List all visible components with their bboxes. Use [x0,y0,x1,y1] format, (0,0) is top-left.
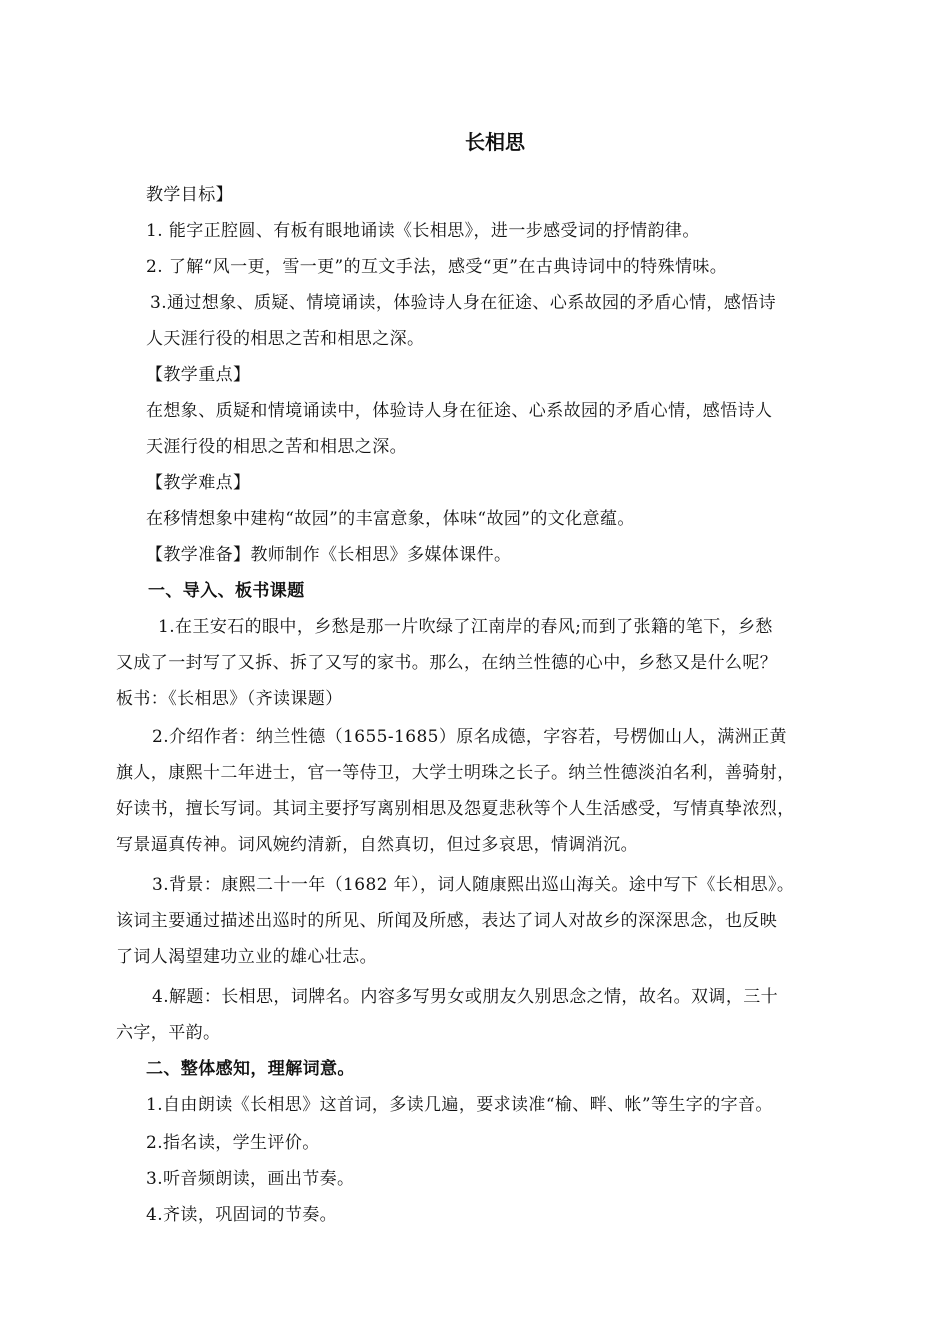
key-points-heading: 【教学重点】 [146,365,251,385]
key-points-line-1: 在想象、质疑和情境诵读中，体验诗人身在征途、心系故园的矛盾心情，感悟诗人 [146,401,773,421]
objective-item-2: 2. 了解“风一更，雪一更”的互文手法，感受“更”在古典诗词中的特殊情味。 [146,257,728,277]
section-1-p1-line-1: 1.在王安石的眼中，乡愁是那一片吹绿了江南岸的春风;而到了张籍的笔下，乡愁 [158,617,773,637]
section-2-item-3: 3.听音频朗读，画出节奏。 [146,1169,355,1189]
difficulties-heading: 【教学难点】 [146,473,251,493]
objective-item-3-line-1: 3.通过想象、质疑、情境诵读，体验诗人身在征途、心系故园的矛盾心情，感悟诗 [150,293,777,313]
preparation-line: 【教学准备】教师制作《长相思》多媒体课件。 [146,545,512,565]
section-1-p3-line-2: 该词主要通过描述出巡时的所见、所闻及所感，表达了词人对故乡的深深思念，也反映 [116,911,778,931]
difficulties-line-1: 在移情想象中建构“故园”的丰富意象，体味“故园”的文化意蕴。 [146,509,635,529]
section-1-p2-line-3: 好读书，擅长写词。其词主要抒写离别相思及怨夏悲秋等个人生活感受，写情真挚浓烈， [116,799,795,819]
section-2-item-4: 4.齐读，巩固词的节奏。 [146,1205,338,1225]
section-2-heading: 二、整体感知，理解词意。 [146,1059,355,1079]
section-1-p1-line-3: 板书：《长相思》（齐读课题） [116,689,343,709]
section-1-p1-line-2: 又成了一封写了又拆、拆了又写的家书。那么，在纳兰性德的心中，乡愁又是什么呢？ [116,653,778,673]
section-2-item-1: 1.自由朗读《长相思》这首词，多读几遍，要求读准“榆、畔、帐”等生字的字音。 [146,1095,773,1115]
section-1-p4-line-1: 4.解题：长相思，词牌名。内容多写男女或朋友久别思念之情，故名。双调，三十 [152,987,779,1007]
section-1-heading: 一、导入、板书课题 [148,581,305,601]
objective-item-1: 1. 能字正腔圆、有板有眼地诵读《长相思》，进一步感受词的抒情韵律。 [146,221,700,241]
section-1-p3-line-1: 3.背景：康熙二十一年（1682 年），词人随康熙出巡山海关。途中写下《长相思》。 [152,875,795,895]
document-title: 长相思 [465,130,525,154]
key-points-line-2: 天涯行役的相思之苦和相思之深。 [146,437,407,457]
section-2-item-2: 2.指名读，学生评价。 [146,1133,320,1153]
section-1-p2-line-4: 写景逼真传神。词风婉约清新，自然真切，但过多哀思，情调消沉。 [116,835,638,855]
section-1-p2-line-1: 2.介绍作者：纳兰性德（1655-1685）原名成德，字容若，号楞伽山人，满洲正黄 [152,727,787,747]
section-1-p4-line-2: 六字，平韵。 [116,1023,221,1043]
section-1-p3-line-3: 了词人渴望建功立业的雄心壮志。 [116,947,377,967]
section-1-p2-line-2: 旗人，康熙十二年进士，官一等侍卫，大学士明珠之长子。纳兰性德淡泊名利，善骑射， [116,763,795,783]
objective-item-3-line-2: 人天涯行役的相思之苦和相思之深。 [146,329,425,349]
objectives-heading: 教学目标】 [146,185,233,205]
